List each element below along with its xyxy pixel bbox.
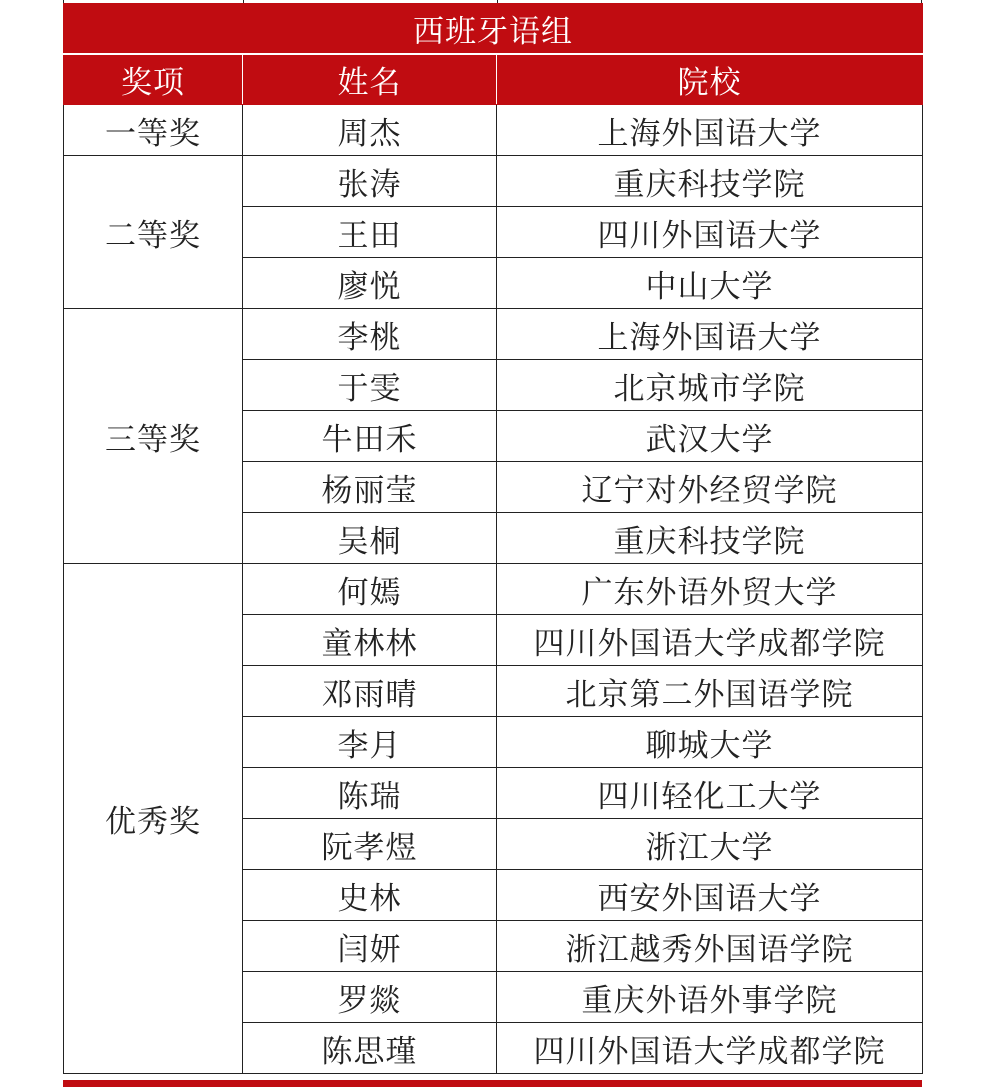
- results-table-container: [63, 0, 922, 1087]
- name-cell: 廖悦: [243, 258, 497, 309]
- name-cell: 李月: [243, 717, 497, 768]
- school-cell: 四川外国语大学成都学院: [497, 1023, 923, 1074]
- name-cell: 周杰: [243, 105, 497, 156]
- next-table-edge: [63, 1080, 922, 1087]
- name-cell: 邓雨晴: [243, 666, 497, 717]
- award-cell: 三等奖: [64, 309, 243, 564]
- school-cell: 北京第二外国语学院: [497, 666, 923, 717]
- award-cell: 一等奖: [64, 105, 243, 156]
- header-school: 院校: [497, 54, 923, 105]
- school-cell: 北京城市学院: [497, 360, 923, 411]
- table-row: [64, 105, 923, 156]
- table-body: [64, 105, 923, 1074]
- school-cell: 四川外国语大学成都学院: [497, 615, 923, 666]
- school-cell: 中山大学: [497, 258, 923, 309]
- school-cell: 浙江大学: [497, 819, 923, 870]
- name-cell: 童林林: [243, 615, 497, 666]
- school-cell: 重庆科技学院: [497, 513, 923, 564]
- name-cell: 于雯: [243, 360, 497, 411]
- school-cell: 武汉大学: [497, 411, 923, 462]
- name-cell: 王田: [243, 207, 497, 258]
- name-cell: 阮孝煜: [243, 819, 497, 870]
- name-cell: 何嫣: [243, 564, 497, 615]
- school-cell: 辽宁对外经贸学院: [497, 462, 923, 513]
- name-cell: 史林: [243, 870, 497, 921]
- table-row: [64, 309, 923, 360]
- name-cell: 闫妍: [243, 921, 497, 972]
- table-title: 西班牙语组: [64, 4, 923, 55]
- school-cell: 浙江越秀外国语学院: [497, 921, 923, 972]
- school-cell: 西安外国语大学: [497, 870, 923, 921]
- name-cell: 李桃: [243, 309, 497, 360]
- school-cell: 四川外国语大学: [497, 207, 923, 258]
- name-cell: 罗燚: [243, 972, 497, 1023]
- award-cell: 优秀奖: [64, 564, 243, 1074]
- name-cell: 牛田禾: [243, 411, 497, 462]
- table-row: [64, 564, 923, 615]
- school-cell: 上海外国语大学: [497, 105, 923, 156]
- name-cell: 张涛: [243, 156, 497, 207]
- results-table: [63, 3, 923, 1074]
- name-cell: 陈思瑾: [243, 1023, 497, 1074]
- award-cell: 二等奖: [64, 156, 243, 309]
- school-cell: 广东外语外贸大学: [497, 564, 923, 615]
- name-cell: 吴桐: [243, 513, 497, 564]
- school-cell: 重庆科技学院: [497, 156, 923, 207]
- table-row: [64, 156, 923, 207]
- school-cell: 聊城大学: [497, 717, 923, 768]
- school-cell: 上海外国语大学: [497, 309, 923, 360]
- school-cell: 四川轻化工大学: [497, 768, 923, 819]
- school-cell: 重庆外语外事学院: [497, 972, 923, 1023]
- header-name: 姓名: [243, 54, 497, 105]
- name-cell: 杨丽莹: [243, 462, 497, 513]
- name-cell: 陈瑞: [243, 768, 497, 819]
- header-award: 奖项: [64, 54, 243, 105]
